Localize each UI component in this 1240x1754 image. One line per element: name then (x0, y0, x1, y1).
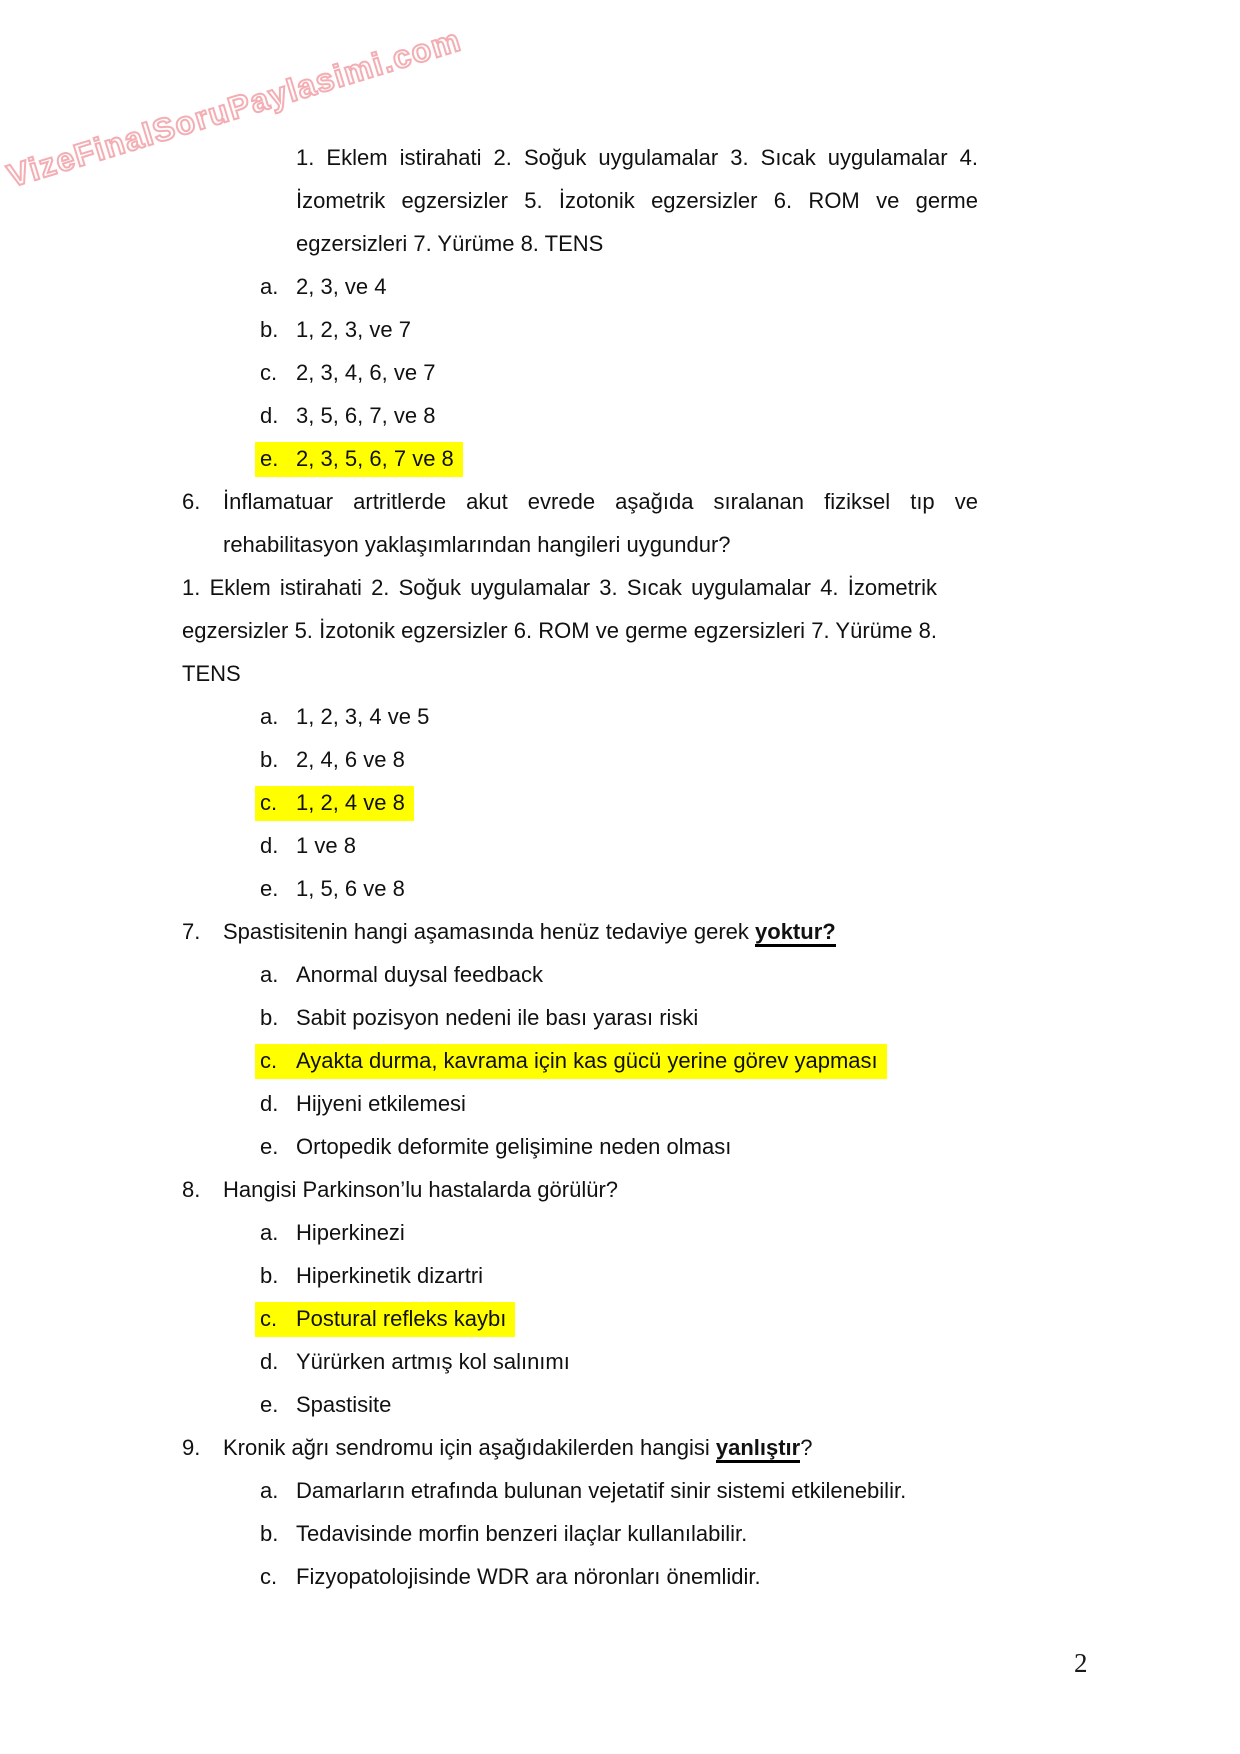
enumeration-line: TENS (182, 661, 241, 686)
question-text (223, 480, 978, 523)
text-segment: ? (800, 1435, 813, 1460)
option-text: Hijyeni etkilemesi (296, 1091, 466, 1116)
option-letter: e. (260, 876, 279, 901)
option-text: Spastisite (296, 1392, 392, 1417)
option-letter: c. (260, 790, 278, 815)
question-number: 6. (182, 489, 201, 514)
enumeration-line: egzersizler 5. İzotonik egzersizler 6. ROM ve germe egzersizleri 7. Yürüme 8. (182, 618, 937, 643)
answer-option (260, 265, 978, 308)
question-list (182, 136, 978, 1598)
option-text: 1, 2, 3, ve 7 (296, 317, 411, 342)
question-text (223, 1168, 978, 1211)
answer-content (260, 360, 435, 385)
answer-content (260, 962, 543, 987)
question-line (182, 523, 978, 566)
emphasized-text: yanlıştır (716, 1435, 800, 1463)
question-number (182, 523, 223, 566)
text-segment: rehabilitasyon yaklaşımlarından hangileri uygundur? (223, 532, 731, 557)
answer-option (260, 738, 978, 781)
option-text: 1, 5, 6 ve 8 (296, 876, 405, 901)
answer-option (260, 1211, 978, 1254)
question-block (182, 1168, 978, 1426)
question-line (182, 1426, 978, 1469)
answer-option (260, 1469, 978, 1512)
answer-option (260, 781, 978, 824)
answer-option (260, 308, 978, 351)
option-letter: a. (260, 962, 279, 987)
answer-option (260, 437, 978, 480)
enumeration-line: egzersizleri 7. Yürüme 8. TENS (296, 231, 604, 256)
question-line (182, 480, 978, 523)
option-text: 2, 3, 4, 6, ve 7 (296, 360, 436, 385)
answer-content (260, 1263, 483, 1288)
question-text (223, 1426, 978, 1469)
options-block (182, 136, 978, 480)
question-number: 7. (182, 919, 201, 944)
option-letter: a. (260, 704, 279, 729)
answer-option (260, 1254, 978, 1297)
answer-option (260, 695, 978, 738)
question-block (182, 480, 978, 910)
option-text: 2, 3, ve 4 (296, 274, 387, 299)
answer-content (260, 704, 429, 729)
answer-option (260, 1297, 978, 1340)
answer-content (260, 274, 387, 299)
answer-option (260, 1383, 978, 1426)
option-letter: e. (260, 446, 279, 471)
option-letter: c. (260, 1048, 278, 1073)
answer-content (260, 317, 411, 342)
answer-content (260, 403, 435, 428)
answer-option (260, 1125, 978, 1168)
emphasized-text: yoktur? (755, 919, 836, 947)
option-text: Anormal duysal feedback (296, 962, 544, 987)
option-letter: b. (260, 1263, 279, 1288)
answer-content (260, 1478, 906, 1503)
option-text: Tedavisinde morfin benzeri ilaçlar kullanılabilir. (296, 1521, 748, 1546)
answer-content (260, 1091, 466, 1116)
highlighted-answer (255, 786, 414, 821)
option-text: 1 ve 8 (296, 833, 356, 858)
option-text: Ayakta durma, kavrama için kas gücü yerine görev yapması (296, 1048, 878, 1073)
question-block (182, 1426, 978, 1598)
option-letter: c. (260, 1306, 278, 1331)
answer-option (260, 351, 978, 394)
option-letter: a. (260, 274, 279, 299)
answer-content (260, 1392, 391, 1417)
question-line (182, 910, 978, 953)
option-letter: b. (260, 1521, 279, 1546)
option-text: 1, 2, 3, 4 ve 5 (296, 704, 430, 729)
option-letter: c. (260, 1564, 278, 1589)
answer-option (260, 394, 978, 437)
answer-option (260, 867, 978, 910)
answer-content (260, 876, 405, 901)
option-letter: b. (260, 747, 279, 772)
answer-option (260, 1555, 978, 1598)
option-text: Sabit pozisyon nedeni ile bası yarası riski (296, 1005, 699, 1030)
answer-content (260, 1521, 747, 1546)
option-text: 3, 5, 6, 7, ve 8 (296, 403, 436, 428)
option-letter: d. (260, 1349, 279, 1374)
answer-option (260, 1039, 978, 1082)
option-text: Postural refleks kaybı (296, 1306, 507, 1331)
answer-content (260, 1349, 570, 1374)
question-number: 8. (182, 1177, 201, 1202)
option-text: 2, 3, 5, 6, 7 ve 8 (296, 446, 454, 471)
enumeration-line: 1. Eklem istirahati 2. Soğuk uygulamalar 3. Sıcak uygulamalar 4. (296, 145, 978, 170)
enumeration-line: İzometrik egzersizler 5. İzotonik egzersizler 6. ROM ve germe (296, 188, 978, 213)
answer-option (260, 1082, 978, 1125)
option-text: Hiperkinezi (296, 1220, 405, 1245)
answer-option (260, 1512, 978, 1555)
option-letter: d. (260, 1091, 279, 1116)
option-text: Ortopedik deformite gelişimine neden olması (296, 1134, 732, 1159)
highlighted-answer (255, 442, 463, 477)
question-text (223, 910, 978, 953)
option-text: Hiperkinetik dizartri (296, 1263, 484, 1288)
answer-content (260, 1005, 698, 1030)
answer-option (260, 824, 978, 867)
answer-option (260, 996, 978, 1039)
text-segment: İnflamatuar artritlerde akut evrede aşağıda sıralanan fiziksel tıp ve (223, 489, 978, 514)
option-text: 2, 4, 6 ve 8 (296, 747, 405, 772)
highlighted-answer (255, 1302, 515, 1337)
question-block (182, 910, 978, 1168)
answer-option (260, 1340, 978, 1383)
option-text: Fizyopatolojisinde WDR ara nöronları önemlidir. (296, 1564, 761, 1589)
option-text: Yürürken artmış kol salınımı (296, 1349, 570, 1374)
option-letter: c. (260, 360, 278, 385)
option-letter: d. (260, 833, 279, 858)
answer-content (260, 747, 405, 772)
question-text (223, 523, 978, 566)
option-text: 1, 2, 4 ve 8 (296, 790, 405, 815)
answer-content (260, 833, 356, 858)
page-number: 2 (1074, 1648, 1088, 1678)
answer-content (260, 1220, 405, 1245)
text-segment: Hangisi Parkinson’lu hastalarda görülür? (223, 1177, 619, 1202)
option-letter: a. (260, 1220, 279, 1245)
option-letter: b. (260, 317, 279, 342)
answer-option (260, 953, 978, 996)
option-text: Damarların etrafında bulunan vejetatif sinir sistemi etkilenebilir. (296, 1478, 907, 1503)
option-letter: a. (260, 1478, 279, 1503)
text-segment: Spastisitenin hangi aşamasında henüz tedaviye gerek (223, 919, 756, 944)
highlighted-answer (255, 1044, 887, 1079)
option-letter: e. (260, 1392, 279, 1417)
enumeration-line: 1. Eklem istirahati 2. Soğuk uygulamalar 3. Sıcak uygulamalar 4. İzometrik (182, 575, 937, 600)
site-watermark: VizeFinalSoruPaylasimi.com (3, 21, 466, 195)
option-letter: e. (260, 1134, 279, 1159)
answer-content (260, 1564, 761, 1589)
answer-content (260, 1134, 731, 1159)
option-letter: b. (260, 1005, 279, 1030)
text-segment: Kronik ağrı sendromu için aşağıdakilerden hangisi (223, 1435, 716, 1460)
option-letter: d. (260, 403, 279, 428)
question-number: 9. (182, 1435, 201, 1460)
question-line (182, 1168, 978, 1211)
